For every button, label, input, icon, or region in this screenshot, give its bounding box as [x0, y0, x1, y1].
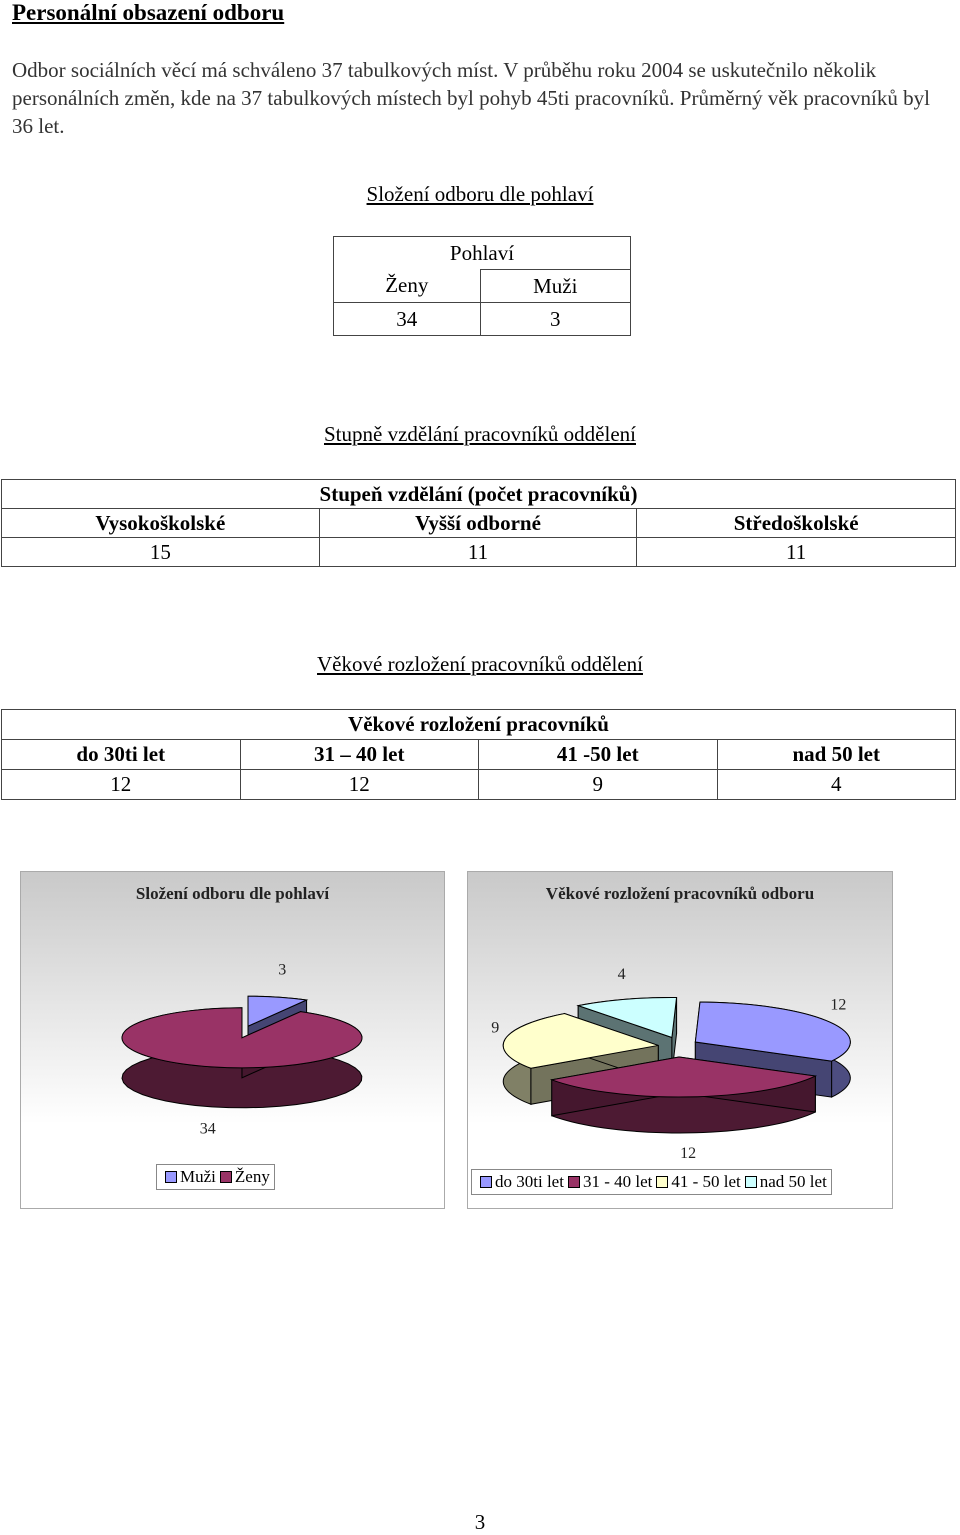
education-col-secondary: Středoškolské	[637, 509, 956, 538]
age-section-title: Věkové rozložení pracovníků oddělení	[317, 652, 643, 676]
gender-section-title: Složení odboru dle pohlaví	[366, 182, 594, 206]
age-table-header: Věkové rozložení pracovníků	[2, 710, 956, 740]
age-pie-chart	[467, 871, 893, 1209]
legend-swatch-women	[220, 1171, 232, 1183]
age-value-41-50: 9	[479, 770, 718, 800]
gender-chart-legend	[156, 1164, 275, 1190]
gender-col-women: Ženy	[334, 270, 481, 303]
age-chart-title: Věkové rozložení pracovníků odboru	[545, 884, 815, 903]
gender-col-men: Muži	[480, 270, 630, 303]
pie-data-label-0-1: 34	[199, 1120, 216, 1138]
pie-slice-0-1	[122, 1008, 362, 1108]
education-section-title: Stupně vzdělání pracovníků oddělení	[324, 422, 636, 446]
pie-data-label-1-1: 12	[680, 1144, 697, 1162]
legend-swatch-31-40	[568, 1176, 580, 1188]
page-heading: Personální obsazení odboru	[12, 0, 285, 25]
legend-label-men: Muži	[180, 1167, 216, 1186]
page-number: 3	[474, 1510, 486, 1534]
age-col-over-50: nad 50 let	[717, 740, 956, 770]
education-value-higher-vocational: 11	[319, 538, 637, 567]
age-value-under-30: 12	[2, 770, 241, 800]
age-value-over-50: 4	[717, 770, 956, 800]
gender-value-men: 3	[480, 303, 630, 336]
age-col-41-50: 41 -50 let	[479, 740, 718, 770]
legend-swatch-41-50	[656, 1176, 668, 1188]
pie-data-label-1-3: 4	[617, 966, 626, 984]
gender-pie-svg	[21, 872, 444, 1208]
gender-table-header: Pohlaví	[334, 237, 631, 270]
education-col-higher-vocational: Vyšší odborné	[319, 509, 637, 538]
legend-label-over-50: nad 50 let	[759, 1172, 827, 1191]
education-value-university: 15	[2, 538, 320, 567]
age-pie-svg	[468, 872, 892, 1208]
legend-label-women: Ženy	[234, 1167, 270, 1186]
legend-swatch-over-50	[745, 1176, 757, 1188]
pie-data-label-0-0: 3	[278, 961, 287, 979]
gender-value-women: 34	[334, 303, 481, 336]
gender-table	[333, 236, 631, 336]
age-chart-legend	[471, 1169, 832, 1195]
legend-label-41-50: 41 - 50 let	[671, 1172, 741, 1191]
gender-pie-chart	[20, 871, 445, 1209]
education-value-secondary: 11	[637, 538, 956, 567]
pie-data-label-1-0: 12	[830, 996, 847, 1014]
intro-paragraph: Odbor sociálních věcí má schváleno 37 tabulkových míst. V průběhu roku 2004 se uskutečnilo několik personálních změn, kde na 37 tabulkových místech byl pohyb 45ti pracovníků. Průměrný věk pracovníků byl 36 let.	[12, 58, 930, 138]
age-col-31-40: 31 – 40 let	[240, 740, 479, 770]
age-table	[1, 709, 956, 800]
age-col-under-30: do 30ti let	[2, 740, 241, 770]
education-col-university: Vysokoškolské	[2, 509, 320, 538]
legend-label-under-30: do 30ti let	[495, 1172, 564, 1191]
legend-label-31-40: 31 - 40 let	[582, 1172, 653, 1191]
education-table-header: Stupeň vzdělání (počet pracovníků)	[2, 480, 956, 509]
legend-swatch-men	[165, 1171, 177, 1183]
age-value-31-40: 12	[240, 770, 479, 800]
gender-chart-title: Složení odboru dle pohlaví	[135, 884, 330, 903]
pie-data-label-1-2: 9	[491, 1019, 500, 1037]
education-table	[1, 479, 956, 567]
legend-swatch-under-30	[480, 1176, 492, 1188]
